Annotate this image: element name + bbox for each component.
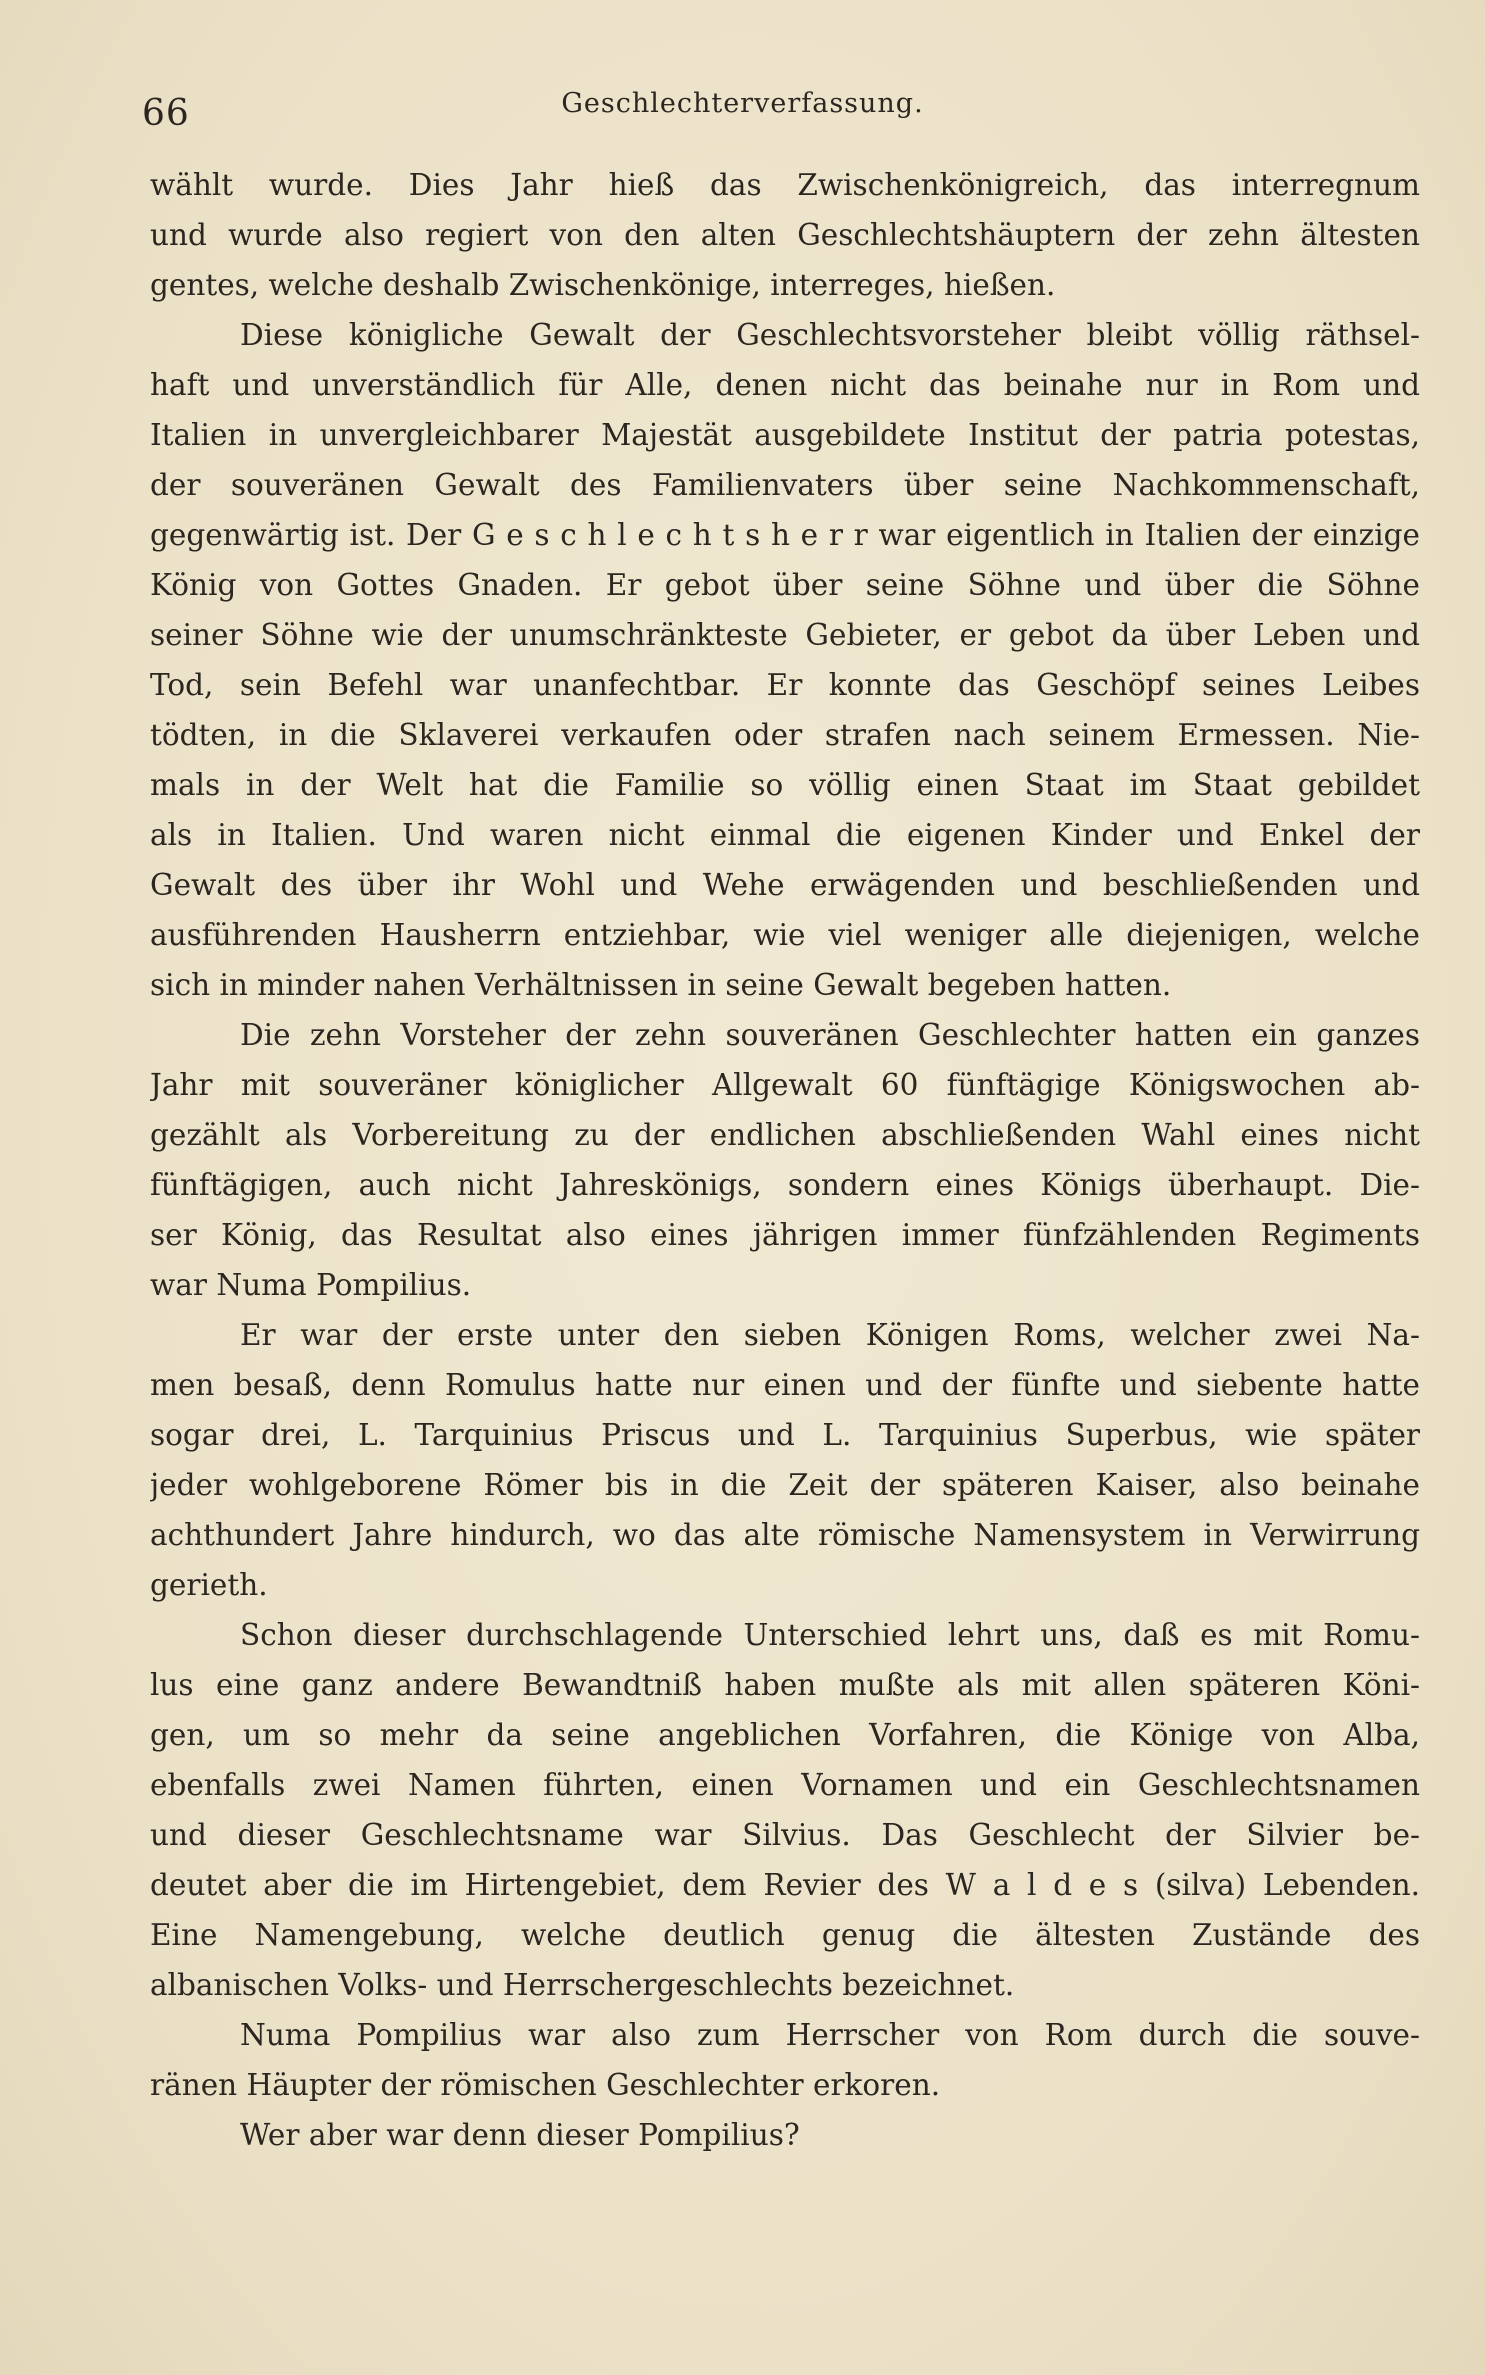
text-line: sich in minder nahen Verhältnissen in seine Gewalt begeben hatten. bbox=[150, 968, 1172, 1002]
text-line: tödten, in die Sklaverei verkaufen oder strafen nach seinem Ermessen. Nie- bbox=[150, 718, 1420, 752]
text-line: fünftägigen, auch nicht Jahreskönigs, sondern eines Königs überhaupt. Die- bbox=[150, 1168, 1420, 1202]
body-text bbox=[150, 160, 1420, 2160]
text-line: gegenwärtig ist. Der G e s c h l e c h t s h e r r war eigentlich in Italien der einzige bbox=[150, 518, 1420, 552]
text-line: albanischen Volks- und Herrschergeschlechts bezeichnet. bbox=[150, 1968, 1015, 2002]
text-line: als in Italien. Und waren nicht einmal die eigenen Kinder und Enkel der bbox=[150, 818, 1420, 852]
text-line: Jahr mit souveräner königlicher Allgewalt 60 fünftägige Königswochen ab- bbox=[150, 1068, 1420, 1102]
text-line: deutet aber die im Hirtengebiet, dem Revier des W a l d e s (silva) Lebenden. bbox=[150, 1868, 1420, 1902]
text-line: gerieth. bbox=[150, 1568, 268, 1602]
text-line: sogar drei, L. Tarquinius Priscus und L. Tarquinius Superbus, wie später bbox=[150, 1418, 1420, 1452]
text-line: achthundert Jahre hindurch, wo das alte römische Namensystem in Verwirrung bbox=[150, 1518, 1420, 1552]
text-line: ser König, das Resultat also eines jährigen immer fünfzählenden Regiments bbox=[150, 1218, 1420, 1252]
text-line: König von Gottes Gnaden. Er gebot über seine Söhne und über die Söhne bbox=[150, 568, 1420, 602]
text-line: ebenfalls zwei Namen führten, einen Vornamen und ein Geschlechtsnamen bbox=[150, 1768, 1420, 1802]
text-line: Numa Pompilius war also zum Herrscher von Rom durch die souve- bbox=[240, 2018, 1420, 2052]
text-line: Wer aber war denn dieser Pompilius? bbox=[240, 2118, 800, 2152]
text-line: Schon dieser durchschlagende Unterschied lehrt uns, daß es mit Romu- bbox=[240, 1618, 1420, 1652]
text-line: mals in der Welt hat die Familie so völlig einen Staat im Staat gebildet bbox=[150, 768, 1420, 802]
text-line: Eine Namengebung, welche deutlich genug die ältesten Zustände des bbox=[150, 1918, 1420, 1952]
text-line: Gewalt des über ihr Wohl und Wehe erwägenden und beschließenden und bbox=[150, 868, 1420, 902]
running-title: Geschlechterverfassung. bbox=[561, 88, 924, 119]
text-line: Die zehn Vorsteher der zehn souveränen Geschlechter hatten ein ganzes bbox=[240, 1018, 1420, 1052]
text-line: men besaß, denn Romulus hatte nur einen und der fünfte und siebente hatte bbox=[150, 1368, 1420, 1402]
text-line: haft und unverständlich für Alle, denen nicht das beinahe nur in Rom und bbox=[150, 368, 1420, 402]
text-line: Diese königliche Gewalt der Geschlechtsvorsteher bleibt völlig räthsel- bbox=[240, 318, 1420, 352]
text-line: Italien in unvergleichbarer Majestät ausgebildete Institut der patria potestas, bbox=[150, 418, 1420, 452]
page-number: 66 bbox=[142, 93, 190, 134]
text-line: Tod, sein Befehl war unanfechtbar. Er konnte das Geschöpf seines Leibes bbox=[150, 668, 1420, 702]
text-line: der souveränen Gewalt des Familienvaters über seine Nachkommenschaft, bbox=[150, 468, 1420, 502]
text-line: gentes, welche deshalb Zwischenkönige, interreges, hießen. bbox=[150, 268, 1056, 302]
text-line: wählt wurde. Dies Jahr hieß das Zwischenkönigreich, das interregnum bbox=[150, 168, 1420, 202]
text-line: und wurde also regiert von den alten Geschlechtshäuptern der zehn ältesten bbox=[150, 218, 1420, 252]
text-line: ausführenden Hausherrn entziehbar, wie viel weniger alle diejenigen, welche bbox=[150, 918, 1420, 952]
text-line: lus eine ganz andere Bewandtniß haben mußte als mit allen späteren Köni- bbox=[150, 1668, 1420, 1702]
text-line: jeder wohlgeborene Römer bis in die Zeit der späteren Kaiser, also beinahe bbox=[150, 1468, 1420, 1502]
text-line: war Numa Pompilius. bbox=[150, 1268, 472, 1302]
text-line: ränen Häupter der römischen Geschlechter erkoren. bbox=[150, 2068, 941, 2102]
text-line: gezählt als Vorbereitung zu der endlichen abschließenden Wahl eines nicht bbox=[150, 1118, 1420, 1152]
text-line: Er war der erste unter den sieben Königen Roms, welcher zwei Na- bbox=[240, 1318, 1420, 1352]
text-line: seiner Söhne wie der unumschränkteste Gebieter, er gebot da über Leben und bbox=[150, 618, 1420, 652]
text-line: gen, um so mehr da seine angeblichen Vorfahren, die Könige von Alba, bbox=[150, 1718, 1420, 1752]
text-line: und dieser Geschlechtsname war Silvius. Das Geschlecht der Silvier be- bbox=[150, 1818, 1420, 1852]
